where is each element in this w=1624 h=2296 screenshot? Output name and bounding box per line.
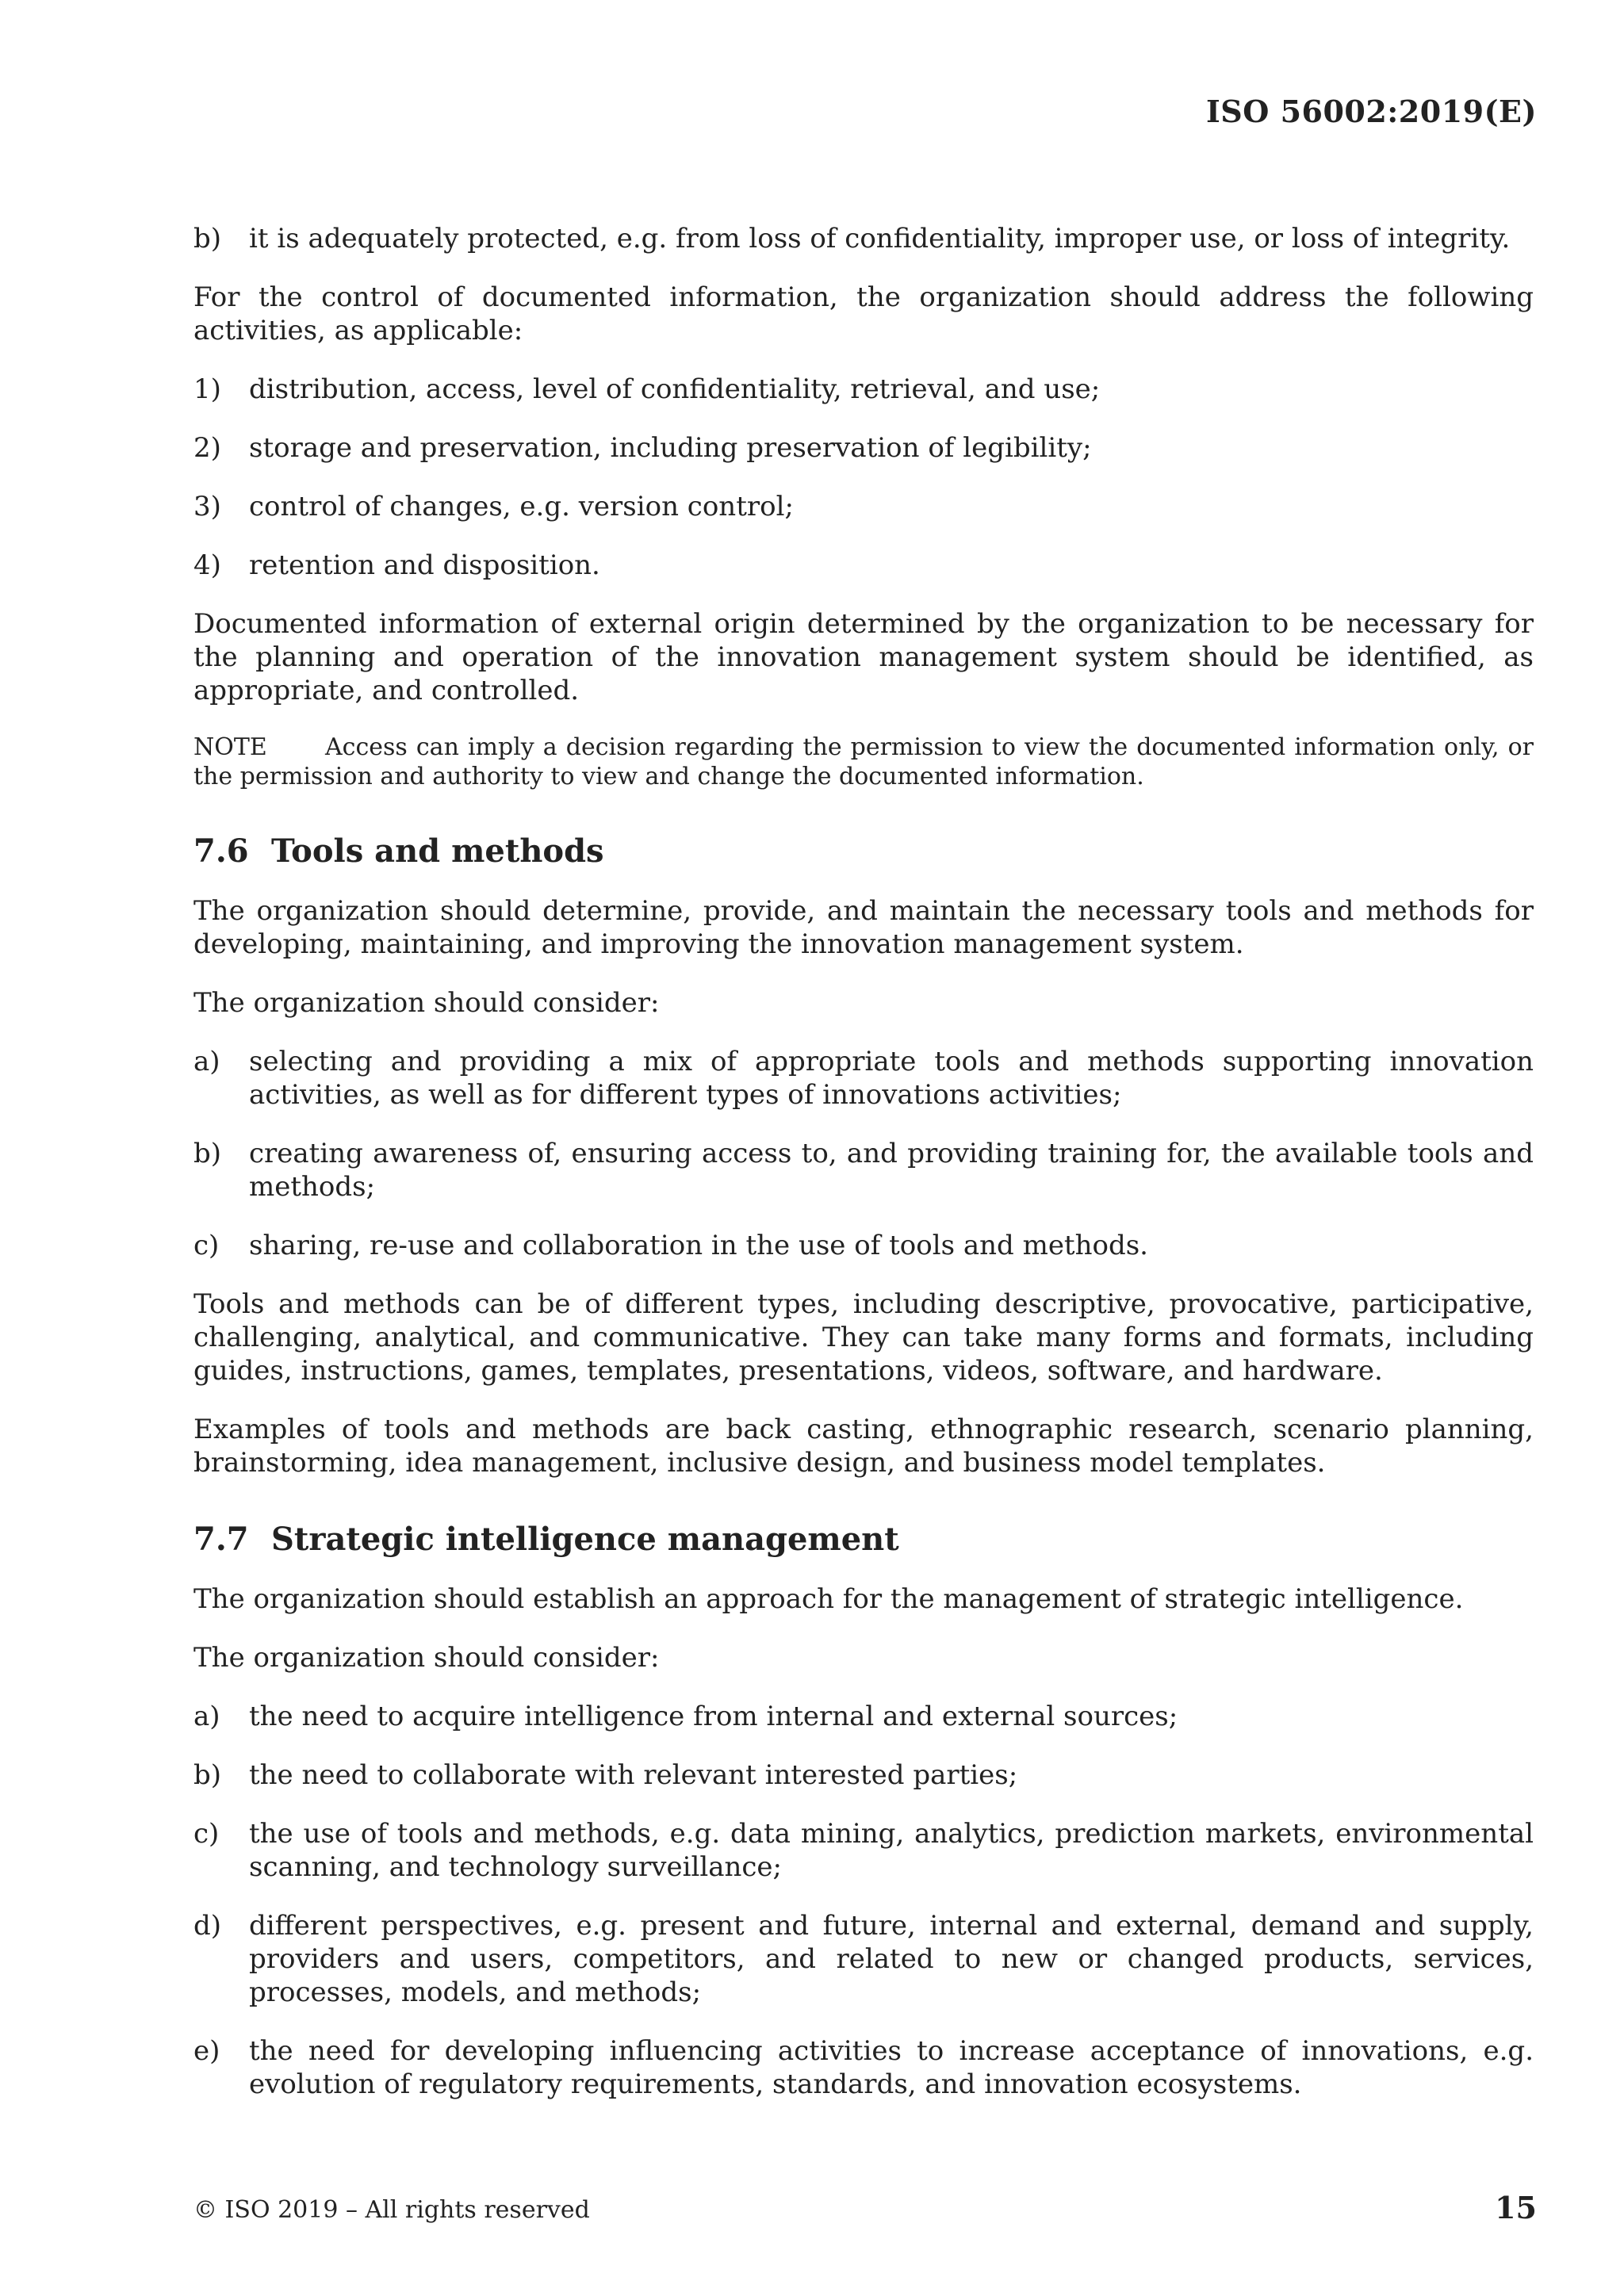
- note-text: Access can imply a decision regarding the permission to view the documented information only, or the permission and authority to view and change the documented information.: [193, 733, 1534, 790]
- list-item-text: control of changes, e.g. version control;: [249, 491, 794, 522]
- list-item-label: a): [193, 1701, 220, 1732]
- list-item-text: the need to collaborate with relevant interested parties;: [249, 1759, 1018, 1791]
- document-body: [193, 222, 1534, 2126]
- list-item: [193, 1045, 1534, 1112]
- list-item-text: distribution, access, level of confidentiality, retrieval, and use;: [249, 373, 1101, 405]
- list-item-text: selecting and providing a mix of appropriate tools and methods supporting innovation activities, as well as for different types of innovations activities;: [249, 1046, 1534, 1111]
- list-item-text: sharing, re-use and collaboration in the use of tools and methods.: [249, 1230, 1148, 1261]
- paragraph: The organization should establish an approach for the management of strategic intelligence.: [193, 1583, 1464, 1615]
- list-item-label: b): [193, 1759, 222, 1791]
- list-item: [193, 373, 1534, 406]
- paragraph: The organization should consider:: [193, 987, 660, 1019]
- section-title: Tools and methods: [271, 832, 604, 870]
- list-item-text: creating awareness of, ensuring access to, and providing training for, the available tools and methods;: [249, 1138, 1534, 1203]
- section-heading: [193, 1521, 1534, 1559]
- paragraph: For the control of documented information, the organization should address the following activities, as applicable:: [193, 281, 1534, 346]
- list-item: [193, 431, 1534, 465]
- list-item-text: storage and preservation, including preservation of legibility;: [249, 432, 1092, 464]
- list-item: [193, 1758, 1534, 1792]
- list-item-label: 3): [193, 491, 221, 522]
- list-item-text: retention and disposition.: [249, 549, 600, 581]
- section-title: Strategic intelligence management: [271, 1521, 899, 1558]
- list-item-label: 4): [193, 549, 221, 581]
- list-item-label: e): [193, 2035, 220, 2067]
- list-item: [193, 1700, 1534, 1733]
- list-item-text: the need to acquire intelligence from internal and external sources;: [249, 1701, 1178, 1732]
- list-item-label: b): [193, 1138, 222, 1169]
- list-item-label: c): [193, 1818, 220, 1850]
- paragraph: Documented information of external origin determined by the organization to be necessary for the planning and operation of the innovation management system should be identified, as appropriate, and controlled.: [193, 608, 1534, 706]
- document-id-header: ISO 56002:2019(E): [1206, 94, 1537, 129]
- note: [193, 733, 1534, 791]
- list-item-label: b): [193, 223, 222, 254]
- page-number: 15: [1495, 2190, 1537, 2225]
- list-item: [193, 490, 1534, 523]
- paragraph: Tools and methods can be of different types, including descriptive, provocative, participative, challenging, analytical, and communicative. They can take many forms and formats, including guides, instructions, games, templates, presentations, videos, software, and hardware.: [193, 1288, 1534, 1387]
- section-heading: [193, 832, 1534, 871]
- list-item: [193, 549, 1534, 582]
- list-item-text: the need for developing influencing activities to increase acceptance of innovations, e.g. evolution of regulatory requirements, standards, and innovation ecosystems.: [249, 2035, 1534, 2100]
- list-item: [193, 222, 1534, 255]
- list-item-text: it is adequately protected, e.g. from loss of confidentiality, improper use, or loss of integrity.: [249, 223, 1511, 254]
- section-number: 7.7: [193, 1521, 249, 1558]
- paragraph: The organization should consider:: [193, 1642, 660, 1674]
- list-item-text: different perspectives, e.g. present and future, internal and external, demand and supply, providers and users, competitors, and related to new or changed products, services, processes, models, and methods;: [249, 1910, 1534, 2008]
- list-item: [193, 2034, 1534, 2101]
- list-item: [193, 1137, 1534, 1203]
- list-item-label: 2): [193, 432, 221, 464]
- list-item-label: d): [193, 1910, 222, 1942]
- section-number: 7.6: [193, 832, 249, 870]
- list-item-label: 1): [193, 373, 221, 405]
- list-item-label: a): [193, 1046, 220, 1077]
- note-label: NOTE: [193, 733, 267, 761]
- list-item: [193, 1229, 1534, 1262]
- list-item: [193, 1817, 1534, 1884]
- list-item: [193, 1909, 1534, 2009]
- list-item-text: the use of tools and methods, e.g. data mining, analytics, prediction markets, environmental scanning, and technology surveillance;: [249, 1818, 1534, 1883]
- paragraph: Examples of tools and methods are back casting, ethnographic research, scenario planning, brainstorming, idea management, inclusive design, and business model templates.: [193, 1414, 1534, 1479]
- paragraph: The organization should determine, provide, and maintain the necessary tools and methods for developing, maintaining, and improving the innovation management system.: [193, 895, 1534, 960]
- list-item-label: c): [193, 1230, 220, 1261]
- copyright-footer: © ISO 2019 – All rights reserved: [193, 2196, 590, 2224]
